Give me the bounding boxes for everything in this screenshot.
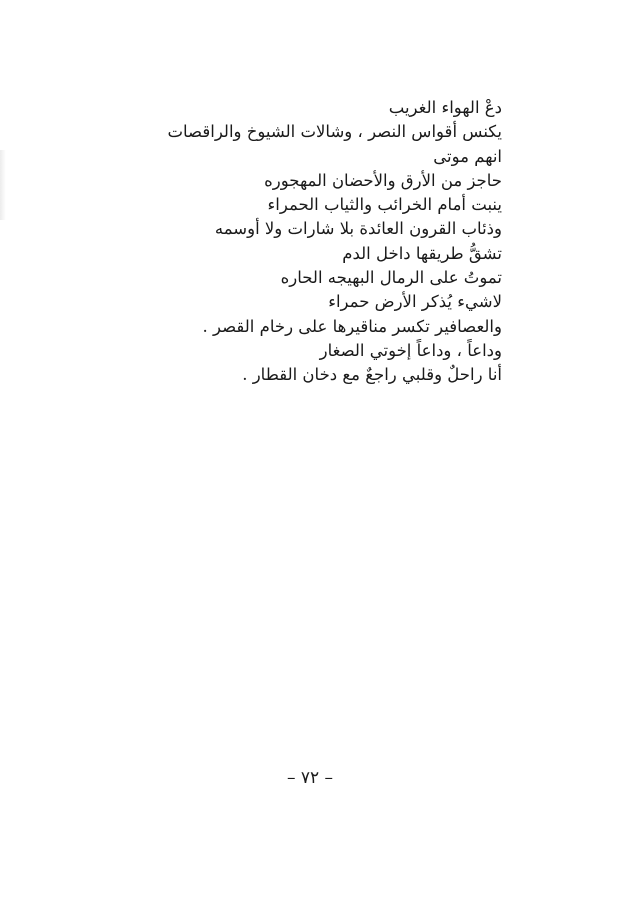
poem-line: وذئاب القرون العائدة بلا شارات ولا أوسمه [214,219,502,239]
poem-line: تشقُّ طريقها داخل الدم [342,243,502,263]
poem-line: يكنس أقواس النصر ، وشالات الشيوخ والراقصات [167,122,502,142]
poem-line: تموتُ على الرمال البهيجه الحاره [280,268,502,288]
poem-line: وداعاً ، وداعاً إخوتي الصغار [319,340,502,360]
page-number: – ٧٢ – [286,768,334,788]
poem-line: دعْ الهواء الغريب [388,98,502,117]
poem-line: حاجز من الأرق والأحضان المهجوره [264,170,502,190]
poem-line: والعصافير تكسر مناقيرها على رخام القصر . [202,316,502,336]
poem-line: انهم موتى [433,146,502,166]
poem-line: ينبت أمام الخرائب والثياب الحمراء [267,195,502,215]
poem-text [122,96,502,388]
scan-edge-shadow [0,150,6,220]
poem-line: لاشيء يُذكر الأرض حمراء [328,292,502,312]
poem-line: أنا راحلٌ وقلبي راجعٌ مع دخان القطار . [242,365,502,385]
